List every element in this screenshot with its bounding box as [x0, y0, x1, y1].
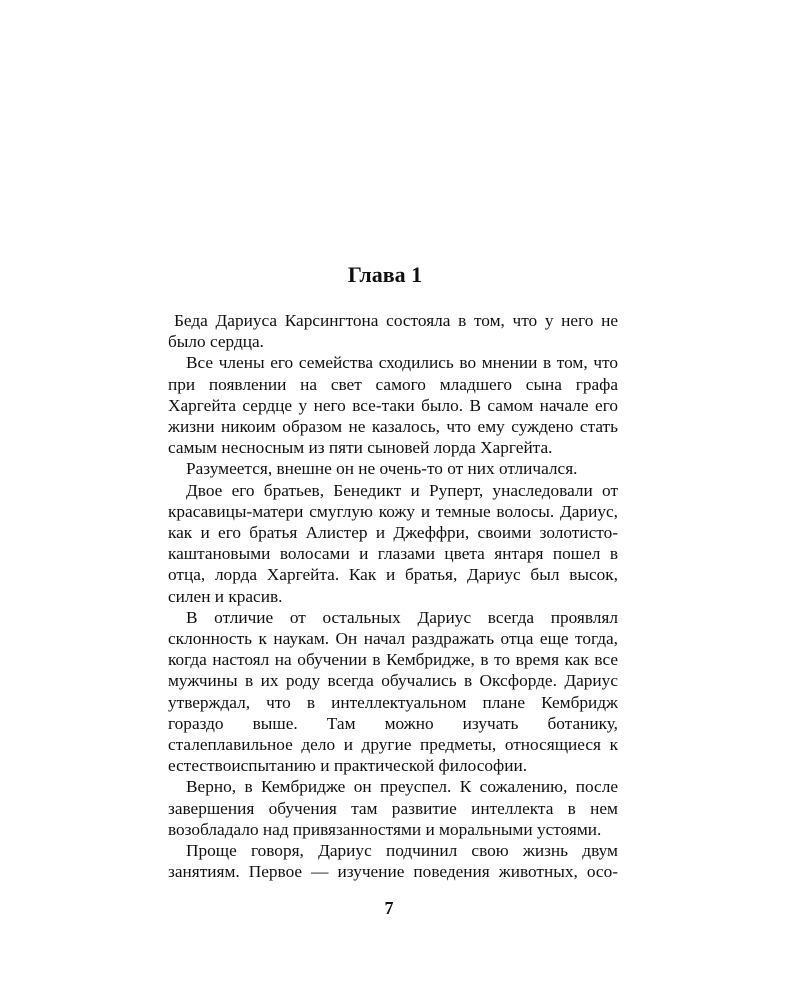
- paragraph: Двое его братьев, Бенедикт и Руперт, унаследовали от красавицы-матери смуглую кожу и темные волосы. Дариус, как и его братья Алистер и Джеффри, своими золотисто-каштановыми волосами и глазами цвета янтаря пошел в отца, лорда Харгейта. Как и братья, Дариус был высок, силен и красив.: [168, 480, 618, 606]
- paragraph: Беда Дариуса Карсингтона состояла в том, что у него не было сердца.: [168, 311, 618, 352]
- paragraph: Разумеется, внешне он не очень-то от них отличался.: [186, 459, 578, 479]
- chapter-title: Глава 1: [347, 262, 423, 287]
- paragraph: Проще говоря, Дариус подчинил свою жизнь двум занятиям. Первое — изучение поведения животных, осо-: [168, 841, 618, 882]
- paragraph: Верно, в Кембридже он преуспел. К сожалению, после завершения обучения там развитие интеллекта в нем возобладало над привязанностями и моральными устоями.: [168, 777, 618, 839]
- paragraph: Все члены его семейства сходились во мнении в том, что при появлении на свет самого младшего сына графа Харгейта сердце у него все-таки было. В самом начале его жизни никоим образом не казалось, что ему суждено стать самым несносным из пяти сыновей лорда Харгейта.: [168, 353, 618, 458]
- chapter-text: [168, 310, 618, 882]
- page-number: 7: [384, 898, 394, 918]
- paragraph: В отличие от остальных Дариус всегда проявлял склонность к наукам. Он начал раздражать отца еще тогда, когда настоял на обучении в Кембридже, в то время как все мужчины в их роду всегда обучались в Оксфорде. Дариус утверждал, что в интеллектуальном плане Кембридж гораздо выше. Там можно изучать ботанику, сталеплавильное дело и другие предметы, относящиеся к естествоиспытанию и практической философии.: [168, 607, 618, 776]
